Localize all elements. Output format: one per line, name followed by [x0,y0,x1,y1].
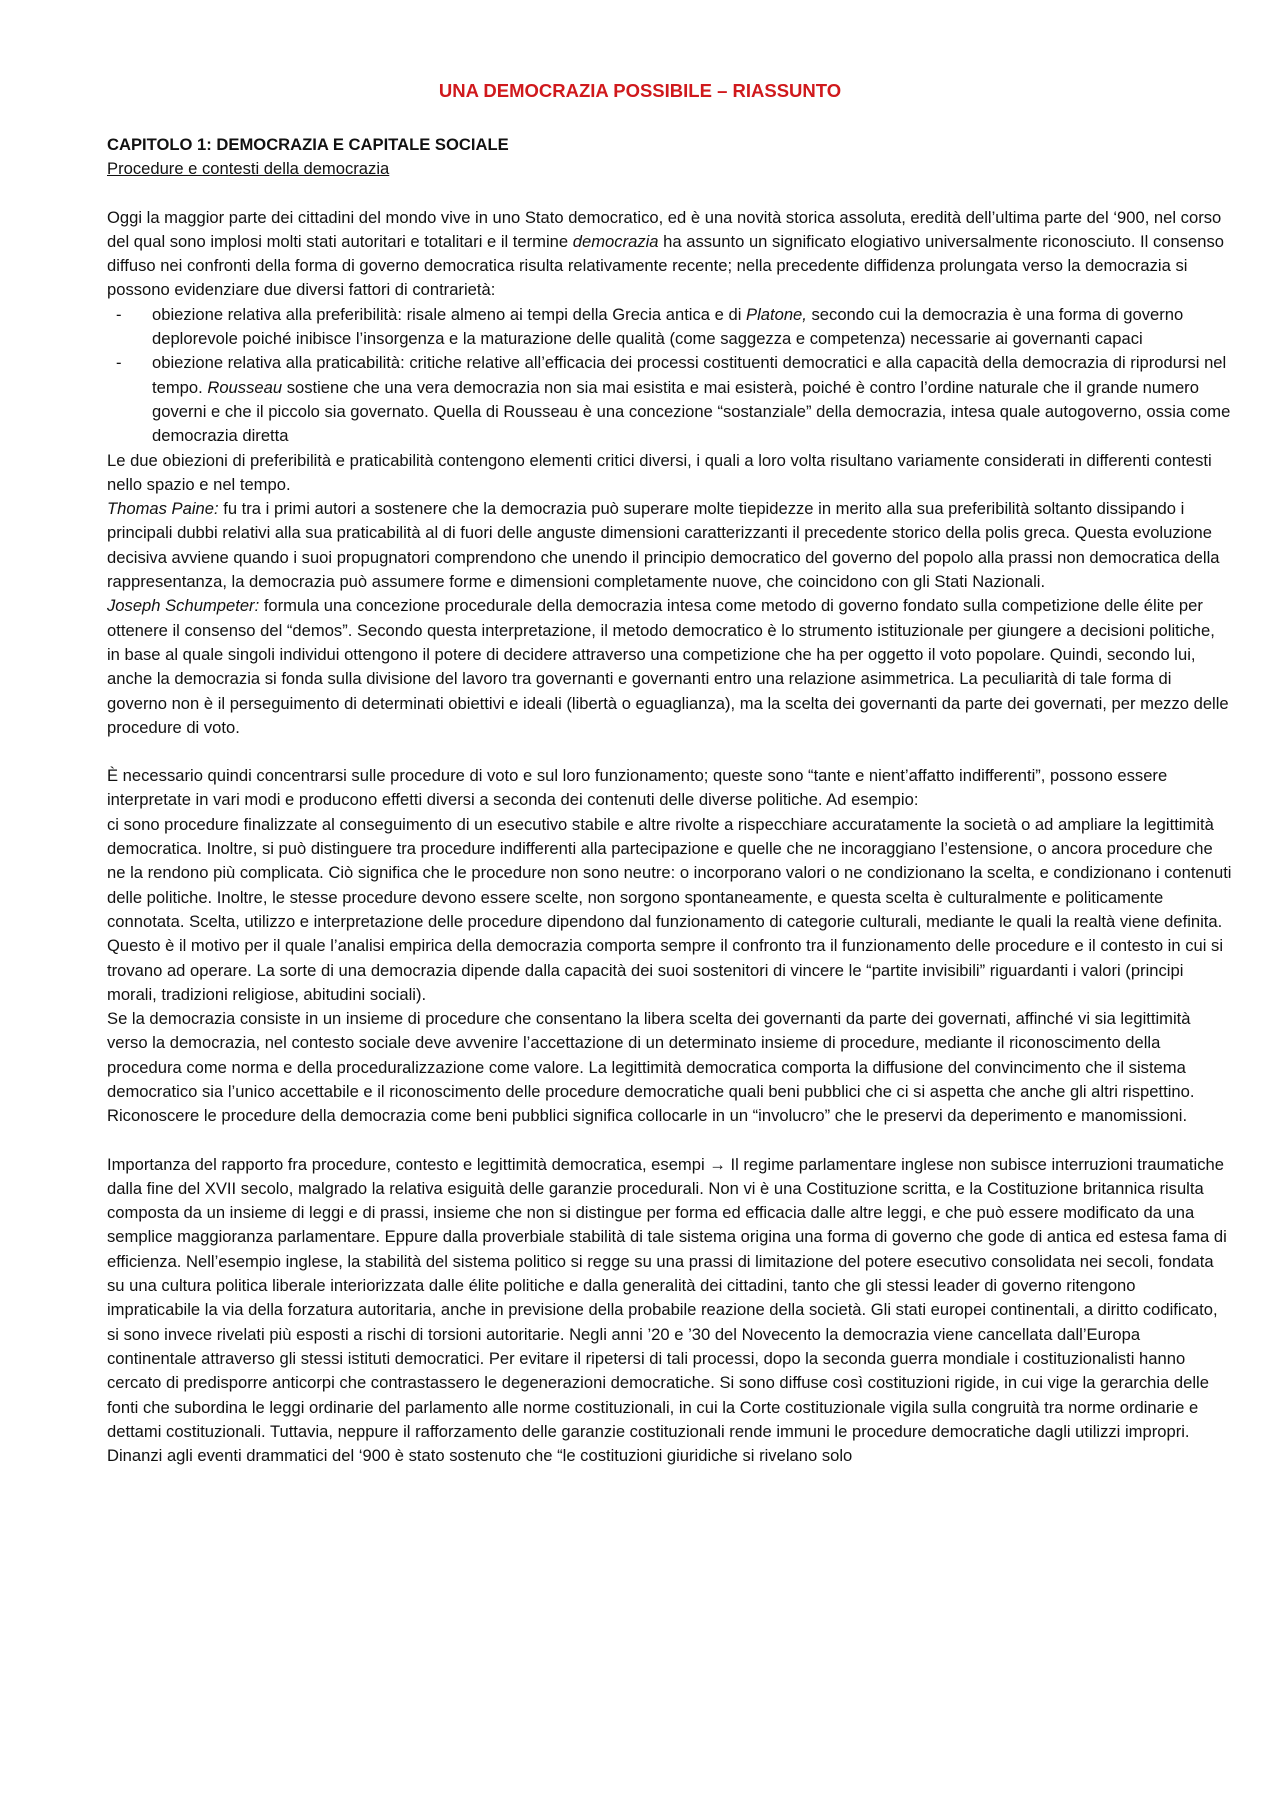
paragraph-procedures-intro: È necessario quindi concentrarsi sulle procedure di voto e sul loro funzionamento; queste sono “tante e nient’affatto indifferenti”, possono essere interpretate in vari modi e producono effetti diversi a seconda dei contenuti delle diverse politiche. Ad esempio: [107,766,1168,810]
document-title: UNA DEMOCRAZIA POSSIBILE – RIASSUNTO [438,80,842,101]
section-heading: Procedure e contesti della democrazia [107,159,390,179]
paragraph-objections: Le due obiezioni di preferibilità e praticabilità contengono elementi critici diversi, i quali a loro volta risultano variamente considerati in differenti contesti nello spazio e nel tempo. [107,450,1212,494]
bullet-dash: - [116,353,122,373]
paragraph-schumpeter: Joseph Schumpeter: formula una concezione procedurale della democrazia intesa come metodo di governo fondato sulla competizione delle élite per ottenere il consenso del “demos”. Secondo questa interpretazione, il metodo democratico è lo strumento istituzionale per giungere a decisioni politiche, in base al quale singoli individui ottengono il potere di decidere attraverso una competizione che ha per oggetto il voto popolare. Quindi, secondo lui, anche la democrazia si fonda sulla divisione del lavoro tra governanti e governanti entro una relazione asimmetrica. La peculiarità di tale forma di governo non è il perseguimento di determinati obiettivi e ideali (libertà o eguaglianza), ma la scelta dei governanti da parte dei governati, per mezzo delle procedure di voto. [107,596,1229,737]
list-item: - obiezione relativa alla praticabilità: critiche relative all’efficacia dei processi costituenti democratici e alla capacità della democrazia di riprodursi nel tempo. Rousseau sostiene che una vera democrazia non sia mai esistita e mai esisterà, poiché è contro l’ordine naturale che il grande numero governi e che il piccolo sia governato. Quella di Rousseau è una concezione “sostanziale” della democrazia, intesa quale autogoverno, ossia come democrazia diretta [116,353,1231,446]
paragraph-procedures-body: ci sono procedure finalizzate al conseguimento di un esecutivo stabile e altre rivolte a rispecchiare accuratamente la società o ad ampliare la legittimità democratica. Inoltre, si può distinguere tra procedure indifferenti alla partecipazione e quelle che ne incoraggiano l’estensione, o ancora procedure che ne la rendono più complicata. Ciò significa che le procedure non sono neutre: o incorporano valori o ne condizionano la scelta, e condizionano i contenuti delle politiche. Inoltre, le stesse procedure devono essere scelte, non sorgono spontaneamente, e questa scelta è culturalmente e politicamente connotata. Scelta, utilizzo e interpretazione delle procedure dipendono dal funzionamento di categorie culturali, mediante le quali la realtà viene definita. Questo è il motivo per il quale l’analisi empirica della democrazia comporta sempre il confronto tra il funzionamento delle procedure e il contesto in cui si trovano ad operare. La sorte di una democrazia dipende dalla capacità dei suoi sostenitori di vincere le “partite invisibili” riguardanti i valori (principi morali, tradizioni religiose, abitudini sociali). [107,814,1232,1004]
paragraph-legitimacy: Se la democrazia consiste in un insieme di procedure che consentano la libera scelta dei governanti da parte dei governati, affinché vi sia legittimità verso la democrazia, nel contesto sociale deve avvenire l’accettazione di un determinato insieme di procedure, mediante il riconoscimento della procedura come norma e della proceduralizzazione come valore. La legittimità democratica comporta la diffusione del convincimento che il sistema democratico sia l’unico accettabile e il riconoscimento delle procedure democratiche quali beni pubblici che ci si aspetta che anche gli altri rispettino. Riconoscere le procedure della democrazia come beni pubblici significa collocarle in un “involucro” che le preservi da deperimento e manomissioni. [107,1009,1195,1126]
list-item: - obiezione relativa alla preferibilità: risale almeno ai tempi della Grecia antica e di Platone, secondo cui la democrazia è una forma di governo deplorevole poiché inibisce l’insorgenza e la maturazione delle qualità (come saggezza e competenza) necessarie ai governanti capaci [116,304,1184,349]
document-body [107,133,1232,1468]
bullet-dash: - [116,304,122,324]
arrow-icon: → [709,1154,726,1174]
intro-paragraph: Oggi la maggior parte dei cittadini del mondo vive in uno Stato democratico, ed è una novità storica assoluta, eredità dell’ultima parte del ‘900, nel corso del qual sono implosi molti stati autoritari e totalitari e il termine democrazia ha assunto un significato elogiativo universalmente riconosciuto. Il consenso diffuso nei confronti della forma di governo democratica risulta relativamente recente; nella precedente diffidenza prolungata verso la democrazia si possono evidenziare due diversi fattori di contrarietà: [107,207,1224,300]
paragraph-importance: Importanza del rapporto fra procedure, contesto e legittimità democratica, esempi → Il regime parlamentare inglese non subisce interruzioni traumatiche dalla fine del XVII secolo, malgrado la relativa esiguità delle garanzie procedurali. Non vi è una Costituzione scritta, e la Costituzione britannica risulta composta da un insieme di leggi e di prassi, insieme che non si distingue per forma ed efficacia dalle altre leggi, e che può essere modificato da una semplice maggioranza parlamentare. Eppure dalla proverbiale stabilità di tale sistema origina una forma di governo che gode di antica ed estesa fama di efficienza. Nell’esempio inglese, la stabilità del sistema politico si regge su una prassi di limitazione del potere esecutivo consolidata nei secoli, fondata su una cultura politica liberale interiorizzata dalle élite politiche e dalla generalità dei cittadini, tanto che gli stessi leader di governo ritengono impraticabile la via della forzatura autoritaria, anche in previsione della probabile reazione della società. Gli stati europei continentali, a diritto codificato, si sono invece rivelati più esposti a rischi di torsioni autoritarie. Negli anni ’20 e ’30 del Novecento la democrazia viene cancellata dall’Europa continentale attraverso gli stessi istituti democratici. Per evitare il ripetersi di tali processi, dopo la seconda guerra mondiale i costituzionalisti hanno cercato di predisporre anticorpi che contrastassero le degenerazioni democratiche. Si sono diffuse così costituzioni rigide, in cui vige la gerarchia delle fonti che subordina le leggi ordinarie del parlamento alle norme costituzionali, in cui la Corte costituzionale vigila sulla congruità tra norme ordinarie e dettami costituzionali. Tuttavia, neppure il rafforzamento delle garanzie costituzionali rende immuni le procedure democratiche dagli utilizzi impropri. Dinanzi agli eventi drammatici del ‘900 è stato sostenuto che “le costituzioni giuridiche si rivelano solo [107,1154,1227,1466]
objections-list [107,303,1232,449]
paragraph-paine: Thomas Paine: fu tra i primi autori a sostenere che la democrazia può superare molte tiepidezze in merito alla sua preferibilità soltanto dissipando i principali dubbi relativi alla sua praticabilità al di fuori delle anguste dimensioni caratterizzanti il precedente storico della polis greca. Questa evoluzione decisiva avviene quando i suoi propugnatori comprendono che unendo il principio democratico del governo del popolo alla prassi non democratica della rappresentanza, la democrazia può assumere forme e dimensioni completamente nuove, che coincidono con gli Stati Nazionali. [107,499,1220,592]
chapter-heading: CAPITOLO 1: DEMOCRAZIA E CAPITALE SOCIALE [107,135,509,154]
